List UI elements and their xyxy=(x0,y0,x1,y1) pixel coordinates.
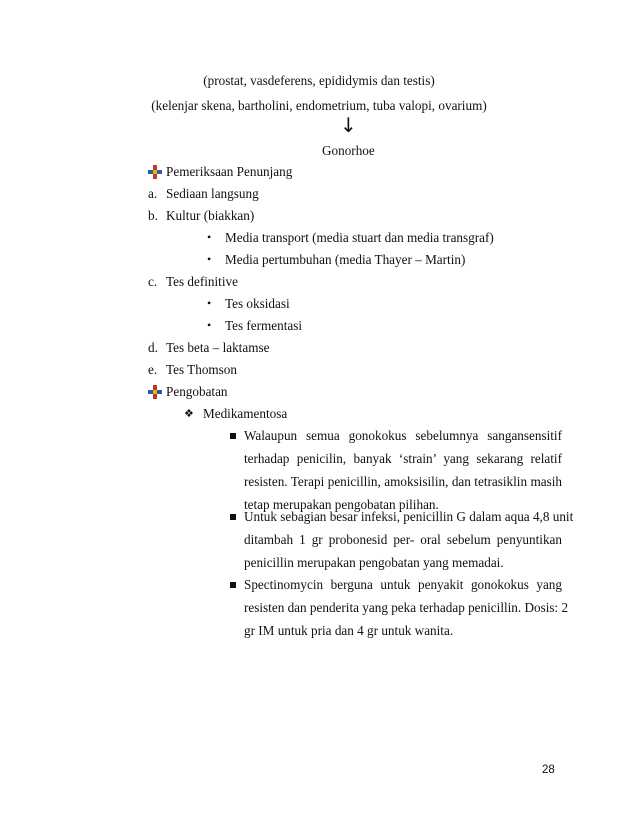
paragraph-line: resisten dan penderita yang peka terhadap penicillin. Dosis: 2 xyxy=(244,600,569,615)
bullet-icon: • xyxy=(207,296,212,310)
section-title-pemeriksaan: Pemeriksaan Penunjang xyxy=(166,164,293,179)
paragraph-line: ditambah 1 gr probonesid per- oral sebelum penyuntikan xyxy=(244,532,562,547)
bullet-icon: • xyxy=(207,230,212,244)
flower-bullet-icon xyxy=(148,165,162,179)
square-bullet-icon xyxy=(230,433,236,439)
paragraph-line: terhadap penicilin, banyak ‘strain’ yang sekarang relatif xyxy=(244,451,562,466)
sub-list-item: Tes oksidasi xyxy=(225,296,290,311)
paragraph-line: Untuk sebagian besar infeksi, penicillin G dalam aqua 4,8 unit xyxy=(244,509,574,524)
down-arrow-icon: ↓ xyxy=(340,113,357,137)
list-item: Tes Thomson xyxy=(166,362,237,377)
square-bullet-icon xyxy=(230,514,236,520)
sub-list-item: Media transport (media stuart dan media transgraf) xyxy=(225,230,494,245)
header-line-organs-female: (kelenjar skena, bartholini, endometrium, tuba valopi, ovarium) xyxy=(151,98,487,113)
list-item: Sediaan langsung xyxy=(166,186,259,201)
sub-section-title: Medikamentosa xyxy=(203,406,288,421)
bullet-icon: • xyxy=(207,318,212,332)
list-item: Tes beta – laktamse xyxy=(166,340,270,355)
paragraph-line: tetap merupakan pengobatan pilihan. xyxy=(244,497,439,512)
list-item: Tes definitive xyxy=(166,274,238,289)
flower-bullet-icon xyxy=(148,385,162,399)
diamond-bullet-icon: ❖ xyxy=(184,407,194,420)
header-line-organs-male: (prostat, vasdeferens, epididymis dan testis) xyxy=(203,73,435,88)
list-item: Kultur (biakkan) xyxy=(166,208,255,223)
list-marker: b. xyxy=(148,208,158,223)
page-number: 28 xyxy=(542,764,555,776)
paragraph-line: penicillin merupakan pengobatan yang memadai. xyxy=(244,555,504,570)
bullet-icon: • xyxy=(207,252,212,266)
list-marker: e. xyxy=(148,362,158,377)
diagnosis-result: Gonorhoe xyxy=(322,143,375,158)
section-title-pengobatan: Pengobatan xyxy=(166,384,228,399)
list-marker: a. xyxy=(148,186,158,201)
square-bullet-icon xyxy=(230,582,236,588)
paragraph-line: gr IM untuk pria dan 4 gr untuk wanita. xyxy=(244,623,454,638)
list-marker: c. xyxy=(148,274,158,289)
paragraph-line: resisten. Terapi penicillin, amoksisilin, dan tetrasiklin masih xyxy=(244,474,562,489)
list-marker: d. xyxy=(148,340,158,355)
paragraph-line: Spectinomycin berguna untuk penyakit gonokokus yang xyxy=(244,577,562,592)
paragraph-line: Walaupun semua gonokokus sebelumnya sangansensitif xyxy=(244,428,562,443)
sub-list-item: Tes fermentasi xyxy=(225,318,303,333)
sub-list-item: Media pertumbuhan (media Thayer – Martin) xyxy=(225,252,466,267)
